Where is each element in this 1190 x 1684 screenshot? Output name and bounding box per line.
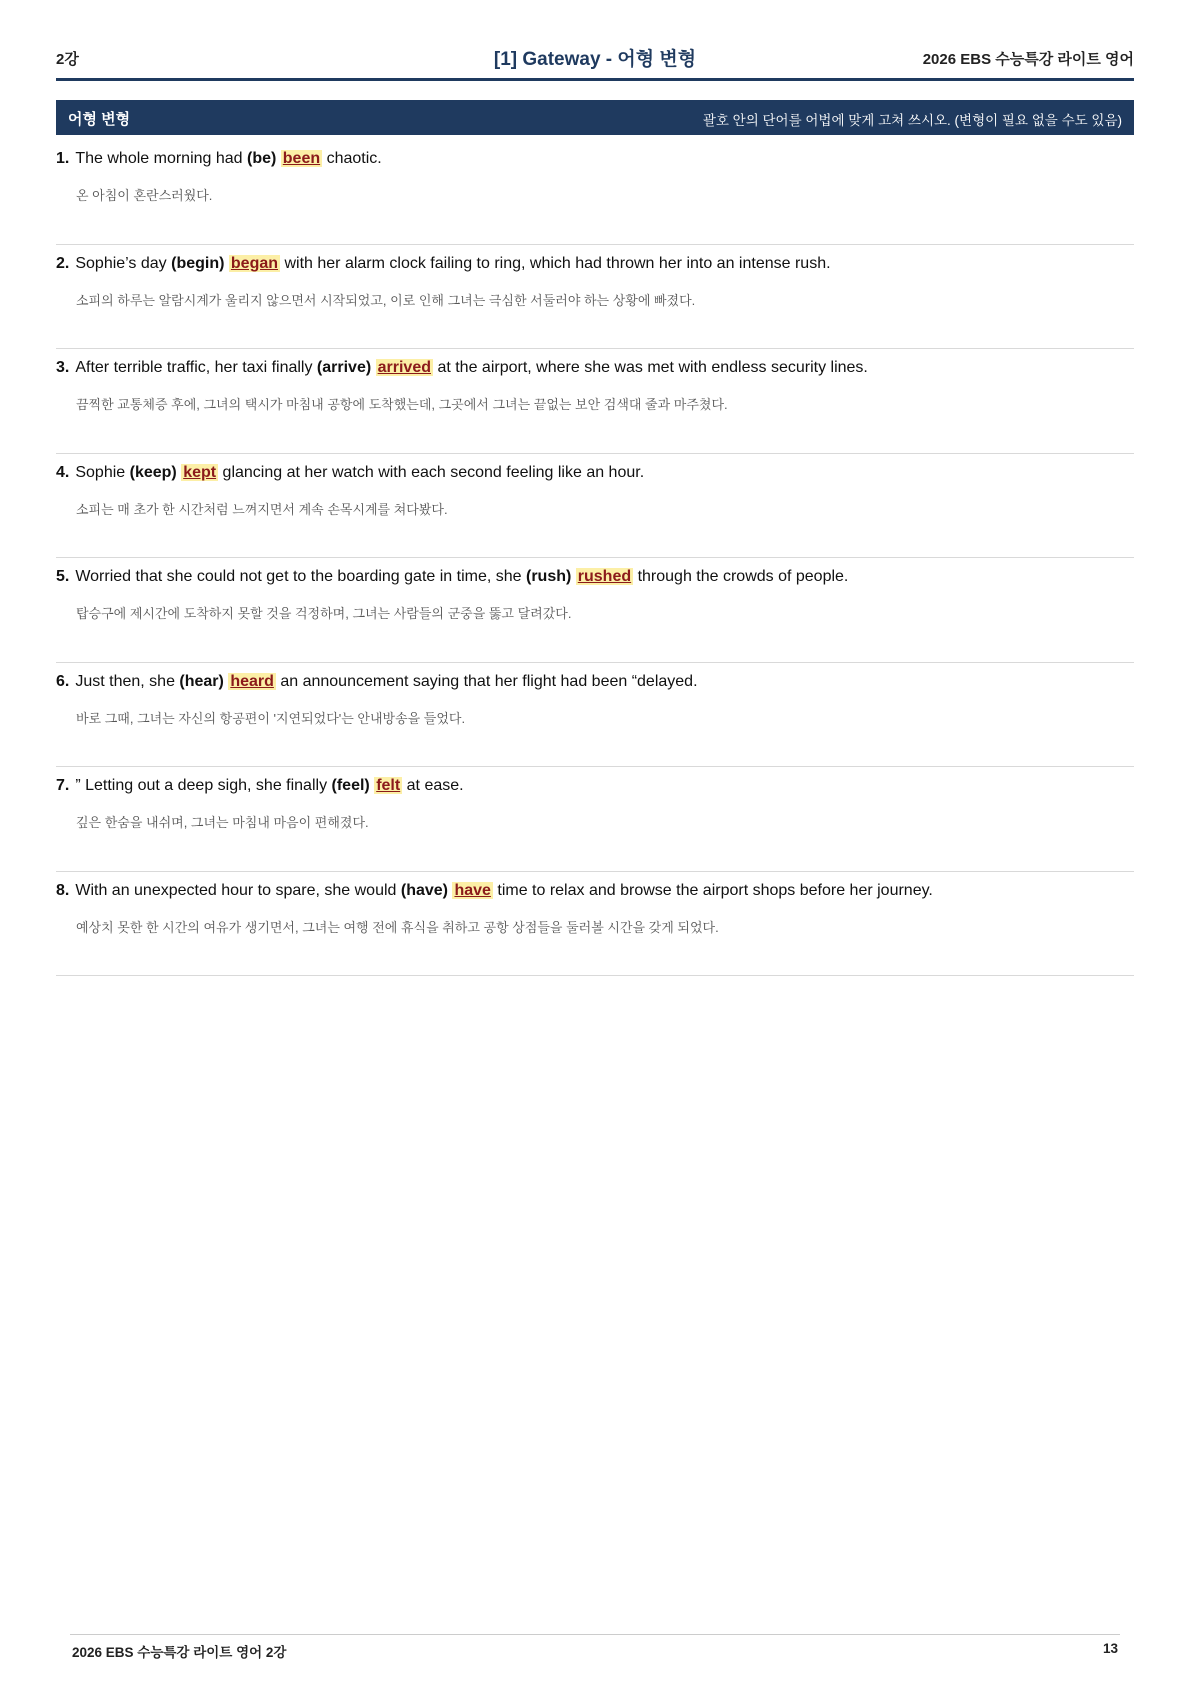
exercise-sentence (56, 464, 644, 482)
exercise-item (56, 767, 1134, 872)
base-verb: (feel) (331, 777, 370, 794)
exercise-sentence (56, 255, 831, 273)
sentence-after: at the airport, where she was met with endless security lines. (433, 359, 868, 376)
exercise-sentence (56, 568, 848, 586)
answer-highlight: arrived (377, 359, 431, 376)
exercise-item (56, 454, 1134, 559)
exercise-item (56, 558, 1134, 663)
sentence-after: an announcement saying that her flight had been “delayed. (275, 672, 698, 690)
sentence-after: chaotic. (322, 150, 382, 167)
sentence-after: at ease. (402, 777, 464, 794)
exercise-item (56, 872, 1134, 977)
exercise-item (56, 140, 1134, 245)
sentence-before: ” Letting out a deep sigh, she finally (75, 777, 332, 794)
korean-translation: 깊은 한숨을 내쉬며, 그녀는 마침내 마음이 편해졌다. (76, 815, 369, 830)
sentence-before: Just then, she (75, 672, 180, 690)
item-number: 6. (56, 672, 70, 690)
sentence-after: time to relax and browse the airport shops before her journey. (492, 881, 933, 899)
exercise-sentence (56, 882, 933, 900)
base-verb: (have) (400, 881, 448, 899)
sentence-after: glancing at her watch with each second feeling like an hour. (218, 463, 645, 481)
section-title: 어형 변형 (68, 111, 131, 128)
exercise-sentence (56, 673, 698, 691)
answer-highlight: heard (230, 672, 274, 690)
answer-highlight: began (230, 254, 279, 272)
page-title: [1] Gateway - 어형 변형 (493, 49, 697, 70)
base-verb: (arrive) (316, 359, 372, 376)
korean-translation: 바로 그때, 그녀는 자신의 항공편이 '지연되었다'는 안내방송을 들었다. (76, 710, 466, 726)
book-title: 2026 EBS 수능특강 라이트 영어 (922, 51, 1134, 68)
korean-translation: 예상치 못한 한 시간의 여유가 생기면서, 그녀는 여행 전에 휴식을 취하고 공항 상점들을 둘러볼 시간을 갖게 되었다. (76, 919, 719, 935)
sentence-before: Sophie (75, 463, 130, 481)
korean-translation: 소피는 매 초가 한 시간처럼 느껴지면서 계속 손목시계를 쳐다봤다. (76, 501, 448, 517)
answer-highlight: rushed (577, 568, 632, 585)
korean-translation: 온 아침이 혼란스러웠다. (76, 188, 213, 203)
sentence-before: With an unexpected hour to spare, she would (75, 881, 401, 899)
section-bar (56, 100, 1134, 135)
item-number: 2. (56, 254, 70, 272)
item-number: 8. (56, 881, 70, 899)
item-number: 7. (56, 777, 70, 794)
sentence-before: After terrible traffic, her taxi finally (75, 359, 317, 376)
answer-highlight: felt (376, 777, 401, 794)
korean-translation: 소피의 하루는 알람시계가 울리지 않으면서 시작되었고, 이로 인해 그녀는 극심한 서둘러야 하는 상황에 빠졌다. (76, 292, 696, 308)
exercise-item (56, 663, 1134, 768)
exercise-sentence (56, 150, 382, 168)
item-number: 3. (56, 359, 70, 376)
exercise-list (56, 140, 1134, 976)
header-divider (56, 78, 1134, 81)
base-verb: (begin) (171, 254, 225, 272)
answer-highlight: have (454, 881, 491, 899)
base-verb: (keep) (129, 463, 177, 481)
sentence-after: with her alarm clock failing to ring, which had thrown her into an intense rush. (280, 254, 831, 272)
item-number: 4. (56, 463, 70, 481)
item-number: 5. (56, 568, 70, 585)
exercise-sentence (56, 359, 868, 377)
footer-divider (70, 1634, 1120, 1635)
answer-highlight: kept (183, 463, 217, 481)
exercise-item (56, 349, 1134, 454)
answer-highlight: been (282, 150, 321, 167)
sentence-after: through the crowds of people. (633, 568, 849, 585)
exercise-item (56, 245, 1134, 350)
section-instruction: 괄호 안의 단어를 어법에 맞게 고쳐 쓰시오. (변형이 필요 없을 수도 있음) (702, 113, 1122, 128)
lesson-label: 2강 (56, 51, 79, 68)
page-header (56, 44, 1134, 74)
sentence-before: Sophie’s day (75, 254, 172, 272)
base-verb: (be) (247, 150, 277, 167)
sentence-before: Worried that she could not get to the boarding gate in time, she (75, 568, 526, 585)
korean-translation: 끔찍한 교통체증 후에, 그녀의 택시가 마침내 공항에 도착했는데, 그곳에서 그녀는 끝없는 보안 검색대 줄과 마주쳤다. (76, 397, 728, 412)
footer-title: 2026 EBS 수능특강 라이트 영어 2강 (72, 1645, 287, 1660)
item-number: 1. (56, 150, 70, 167)
exercise-sentence (56, 777, 464, 795)
sentence-before: The whole morning had (75, 150, 247, 167)
base-verb: (rush) (526, 568, 572, 585)
base-verb: (hear) (179, 672, 224, 690)
korean-translation: 탑승구에 제시간에 도착하지 못할 것을 걱정하며, 그녀는 사람들의 군중을 뚫고 달려갔다. (76, 606, 572, 621)
page-number: 13 (1102, 1641, 1118, 1656)
